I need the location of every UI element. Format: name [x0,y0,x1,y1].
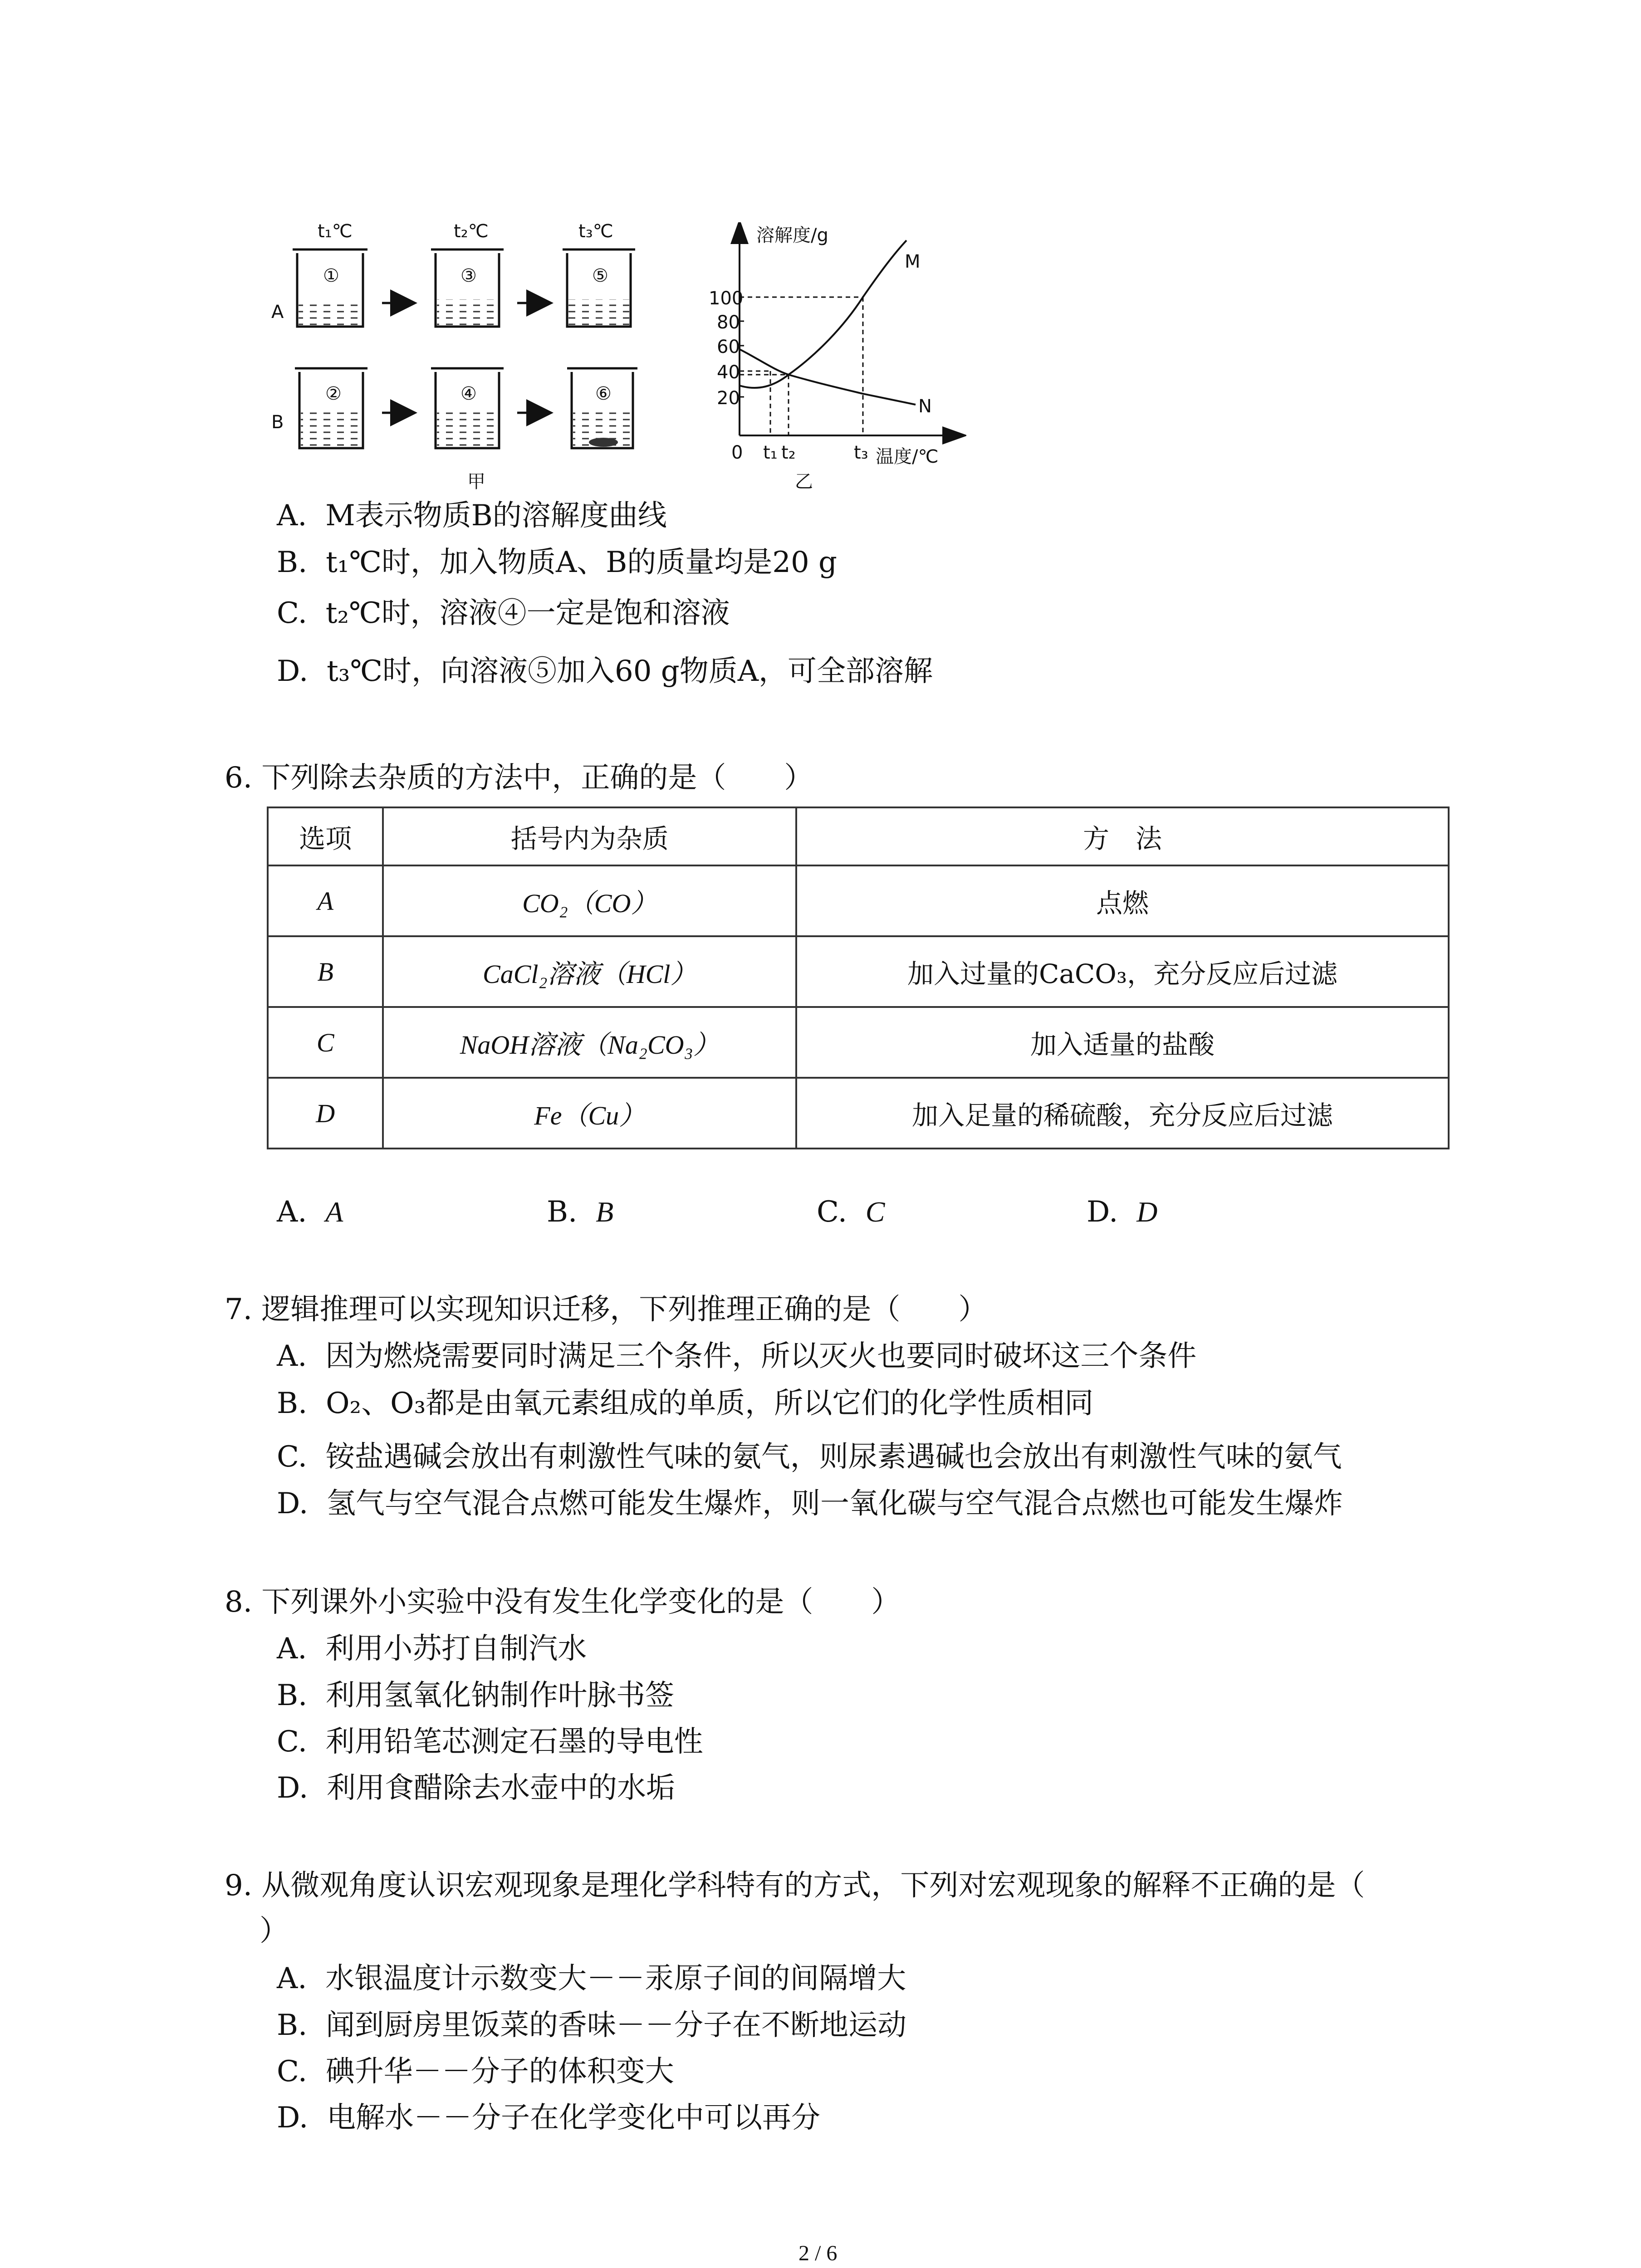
q6-table [267,807,1450,1149]
temp-label-t2: t₂℃ [454,221,489,242]
option-text: 铵盐遇碱会放出有刺激性气味的氨气，则尿素遇碱也会放出有刺激性气味的氨气 [325,1440,1342,1474]
table-cell-substance: CO₂（CO） [383,865,796,936]
option-letter: A. [277,1195,307,1229]
option-letter: D. [1087,1195,1118,1229]
q7-stem: 7. 逻辑推理可以实现知识迁移，下列推理正确的是（ ） [225,1293,988,1326]
beaker-4 [431,368,504,448]
beaker-5 [563,249,635,327]
option-text: t₁℃时，加入物质A、B的质量均是20 g [326,546,838,579]
option-letter: D. [277,1771,309,1805]
temp-label-t3: t₃℃ [578,221,613,242]
row-label-a: A [271,302,284,323]
table-cell-option: C [268,1007,383,1078]
row-label-b: B [271,412,284,433]
option-text: 闻到厨房里饭菜的香味－－分子在不断地运动 [326,2009,907,2042]
option-text: C [865,1196,885,1228]
beaker-number-3: ③ [460,265,477,286]
beaker-1 [293,249,367,327]
option-letter: B. [277,546,308,579]
option-text: t₂℃时，溶液④一定是饱和溶液 [325,596,730,630]
beaker-2 [295,368,367,448]
option-text: 利用食醋除去水壶中的水垢 [327,1771,676,1805]
q8-option-c[interactable] [277,1725,703,1759]
table-cell-method: 加入适量的盐酸 [796,1007,1449,1078]
q8-option-b[interactable] [277,1681,674,1710]
beaker-number-5: ⑤ [592,265,608,286]
q9-option-d[interactable] [277,2101,821,2135]
beaker-number-6: ⑥ [595,383,612,404]
table-cell-substance: NaOH溶液（Na₂CO₃） [383,1007,796,1078]
table-cell-option: B [268,936,383,1007]
q5-option-c[interactable] [277,596,730,630]
precipitate [589,438,618,447]
q7-option-a[interactable] [277,1339,1197,1373]
x-axis-label: 温度/℃ [876,446,939,467]
table-header: 选项 [268,807,383,865]
table-row [268,936,1449,1007]
q6-option-b[interactable] [547,1195,614,1229]
curve-n [740,349,916,405]
option-text: 电解水－－分子在化学变化中可以再分 [327,2101,821,2135]
option-text: A [325,1196,343,1228]
table-cell-method: 加入过量的CaCO₃，充分反应后过滤 [796,936,1449,1007]
beaker-figure [254,213,662,494]
option-text: 碘升华－－分子的体积变大 [325,2055,674,2088]
q5-option-d[interactable] [277,657,933,686]
option-letter: A. [277,1632,307,1666]
q9-option-c[interactable] [277,2057,674,2086]
x-tick-t2: t₂ [781,442,796,463]
q6-option-d[interactable] [1087,1195,1158,1229]
q7-option-b[interactable] [277,1389,1093,1418]
option-text: D [1136,1196,1158,1228]
y-tick-20: 20 [717,388,740,409]
q8-option-a[interactable] [277,1632,587,1666]
q5-option-b[interactable] [277,548,837,577]
q9-stem-line2: ） [260,1914,289,1948]
option-text: O₂、O₃都是由氧元素组成的单质，所以它们的化学性质相同 [326,1387,1094,1420]
q7-option-c[interactable] [277,1440,1342,1474]
option-letter: C. [277,1725,308,1759]
q6-stem: 6. 下列除去杂质的方法中，正确的是（ ） [225,761,813,795]
y-tick-100: 100 [709,288,744,309]
option-text: B [596,1196,614,1228]
q8-stem: 8. 下列课外小实验中没有发生化学变化的是（ ） [225,1585,901,1619]
q9-option-b[interactable] [277,2011,906,2040]
beaker-number-1: ① [323,265,339,286]
table-header: 方 法 [796,807,1449,865]
curve-label-m: M [905,251,921,272]
table-header-row [268,807,1449,865]
y-axis-label: 溶解度/g [756,225,828,246]
q9-stem-line1: 9. 从微观角度认识宏观现象是理化学科特有的方式，下列对宏观现象的解释不正确的是（ [225,1869,1365,1902]
beaker-number-4: ④ [460,383,477,404]
x-origin-label: 0 [731,442,743,463]
option-letter: A. [277,1962,307,1995]
option-letter: A. [277,1339,307,1373]
option-text: 利用铅笔芯测定石墨的导电性 [325,1725,703,1759]
option-text: t₃℃时，向溶液⑤加入60 g物质A，可全部溶解 [327,655,933,688]
q6-option-c[interactable] [817,1195,885,1229]
option-text: 利用小苏打自制汽水 [325,1632,587,1666]
option-letter: D. [277,655,309,688]
option-text: 利用氢氧化钠制作叶脉书签 [326,1679,675,1712]
option-letter: D. [277,2101,309,2135]
q5-option-a[interactable] [277,499,667,533]
curve-m [740,240,906,388]
table-cell-substance: Fe（Cu） [383,1078,796,1149]
option-text: 水银温度计示数变大－－汞原子间的间隔增大 [325,1962,906,1995]
table-cell-substance: CaCl₂溶液（HCl） [383,936,796,1007]
table-row [268,865,1449,936]
beaker-3 [431,249,504,327]
table-row [268,1078,1449,1149]
y-tick-40: 40 [717,362,740,383]
option-text: M表示物质B的溶解度曲线 [325,499,667,533]
option-letter: C. [277,2055,308,2088]
page-number: 2 / 6 [798,2241,838,2265]
table-header: 括号内为杂质 [383,807,796,865]
option-text: 因为燃烧需要同时满足三个条件，所以灭火也要同时破坏这三个条件 [325,1339,1197,1373]
table-cell-option: D [268,1078,383,1149]
option-letter: D. [277,1487,309,1520]
option-letter: A. [277,499,307,533]
x-tick-t3: t₃ [854,442,868,463]
figure-caption-jia: 甲 [467,471,485,492]
option-letter: B. [277,1387,308,1420]
table-cell-option: A [268,865,383,936]
x-tick-t1: t₁ [763,442,778,463]
option-letter: C. [277,596,308,630]
option-letter: C. [277,1440,308,1474]
y-tick-80: 80 [717,312,740,333]
q9-option-a[interactable] [277,1964,906,1993]
q8-option-d[interactable] [277,1771,676,1805]
option-letter: C. [817,1195,847,1229]
q6-option-a[interactable] [277,1195,343,1229]
beaker-6 [567,368,637,448]
y-tick-60: 60 [717,337,740,357]
figure-caption-yi: 乙 [795,471,813,492]
option-text: 氢气与空气混合点燃可能发生爆炸，则一氧化碳与空气混合点燃也可能发生爆炸 [327,1487,1343,1520]
beaker-number-2: ② [325,383,342,404]
q7-option-d[interactable] [277,1489,1343,1518]
table-row [268,1007,1449,1078]
curve-label-n: N [918,396,932,417]
temp-label-t1: t₁℃ [318,221,353,242]
table-cell-method: 加入足量的稀硫酸，充分反应后过滤 [796,1078,1449,1149]
option-letter: B. [277,1679,308,1712]
table-cell-method: 点燃 [796,865,1449,936]
option-letter: B. [547,1195,578,1229]
option-letter: B. [277,2009,308,2042]
